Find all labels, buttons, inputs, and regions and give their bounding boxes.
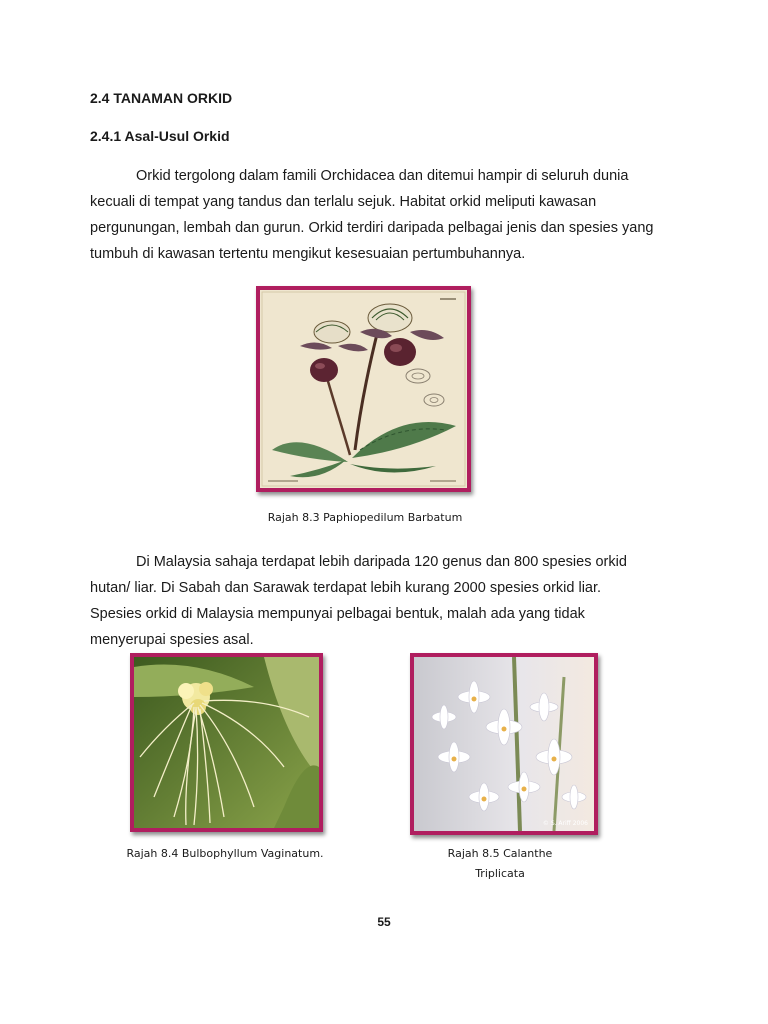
figure-caption-line: Rajah 8.5 Calanthe [447, 847, 553, 860]
figure-caption: Rajah 8.4 Bulbophyllum Vaginatum. [126, 847, 324, 860]
figure-bulbophyllum-image [130, 653, 323, 832]
figure-caption: Rajah 8.3 Paphiopedilum Barbatum [267, 511, 463, 524]
figure-caption-line: Triplicata [475, 867, 525, 880]
paragraph-line: Di Malaysia sahaja terdapat lebih daripada 120 genus dan 800 spesies orkid [136, 554, 627, 570]
paragraph-line: Orkid tergolong dalam famili Orchidacea dan ditemui hampir di seluruh dunia [136, 168, 629, 184]
figure-caption [430, 844, 570, 884]
paragraph-line: tumbuh di kawasan tertentu mengikut kesesuaian pertumbuhannya. [90, 246, 526, 262]
paragraph-line: hutan/ liar. Di Sabah dan Sarawak terdapat lebih kurang 2000 spesies orkid liar. [90, 580, 602, 596]
paragraph-line: pergunungan, lembah dan gurun. Orkid terdiri daripada pelbagai jenis dan spesies yang [90, 220, 654, 236]
orchid-photo-icon [134, 657, 319, 828]
paragraph-line: menyerupai spesies asal. [90, 632, 254, 648]
figure-calanthe-image [410, 653, 598, 835]
subsection-heading: 2.4.1 Asal-Usul Orkid [90, 128, 230, 144]
page-number: 55 [377, 915, 391, 929]
figure-paphiopedilum-image [256, 286, 471, 492]
photo-watermark: © S. Ariff 2006 [542, 820, 588, 827]
paragraph-origin [90, 163, 690, 267]
paragraph-malaysia [90, 549, 690, 653]
paragraph-line: Spesies orkid di Malaysia mempunyai pelbagai bentuk, malah ada yang tidak [90, 606, 585, 622]
orchid-illustration-icon [260, 290, 467, 488]
section-heading: 2.4 TANAMAN ORKID [90, 90, 233, 106]
orchid-photo-icon [414, 657, 594, 831]
paragraph-line: kecuali di tempat yang tandus dan terlalu sejuk. Habitat orkid meliputi kawasan [90, 194, 597, 210]
